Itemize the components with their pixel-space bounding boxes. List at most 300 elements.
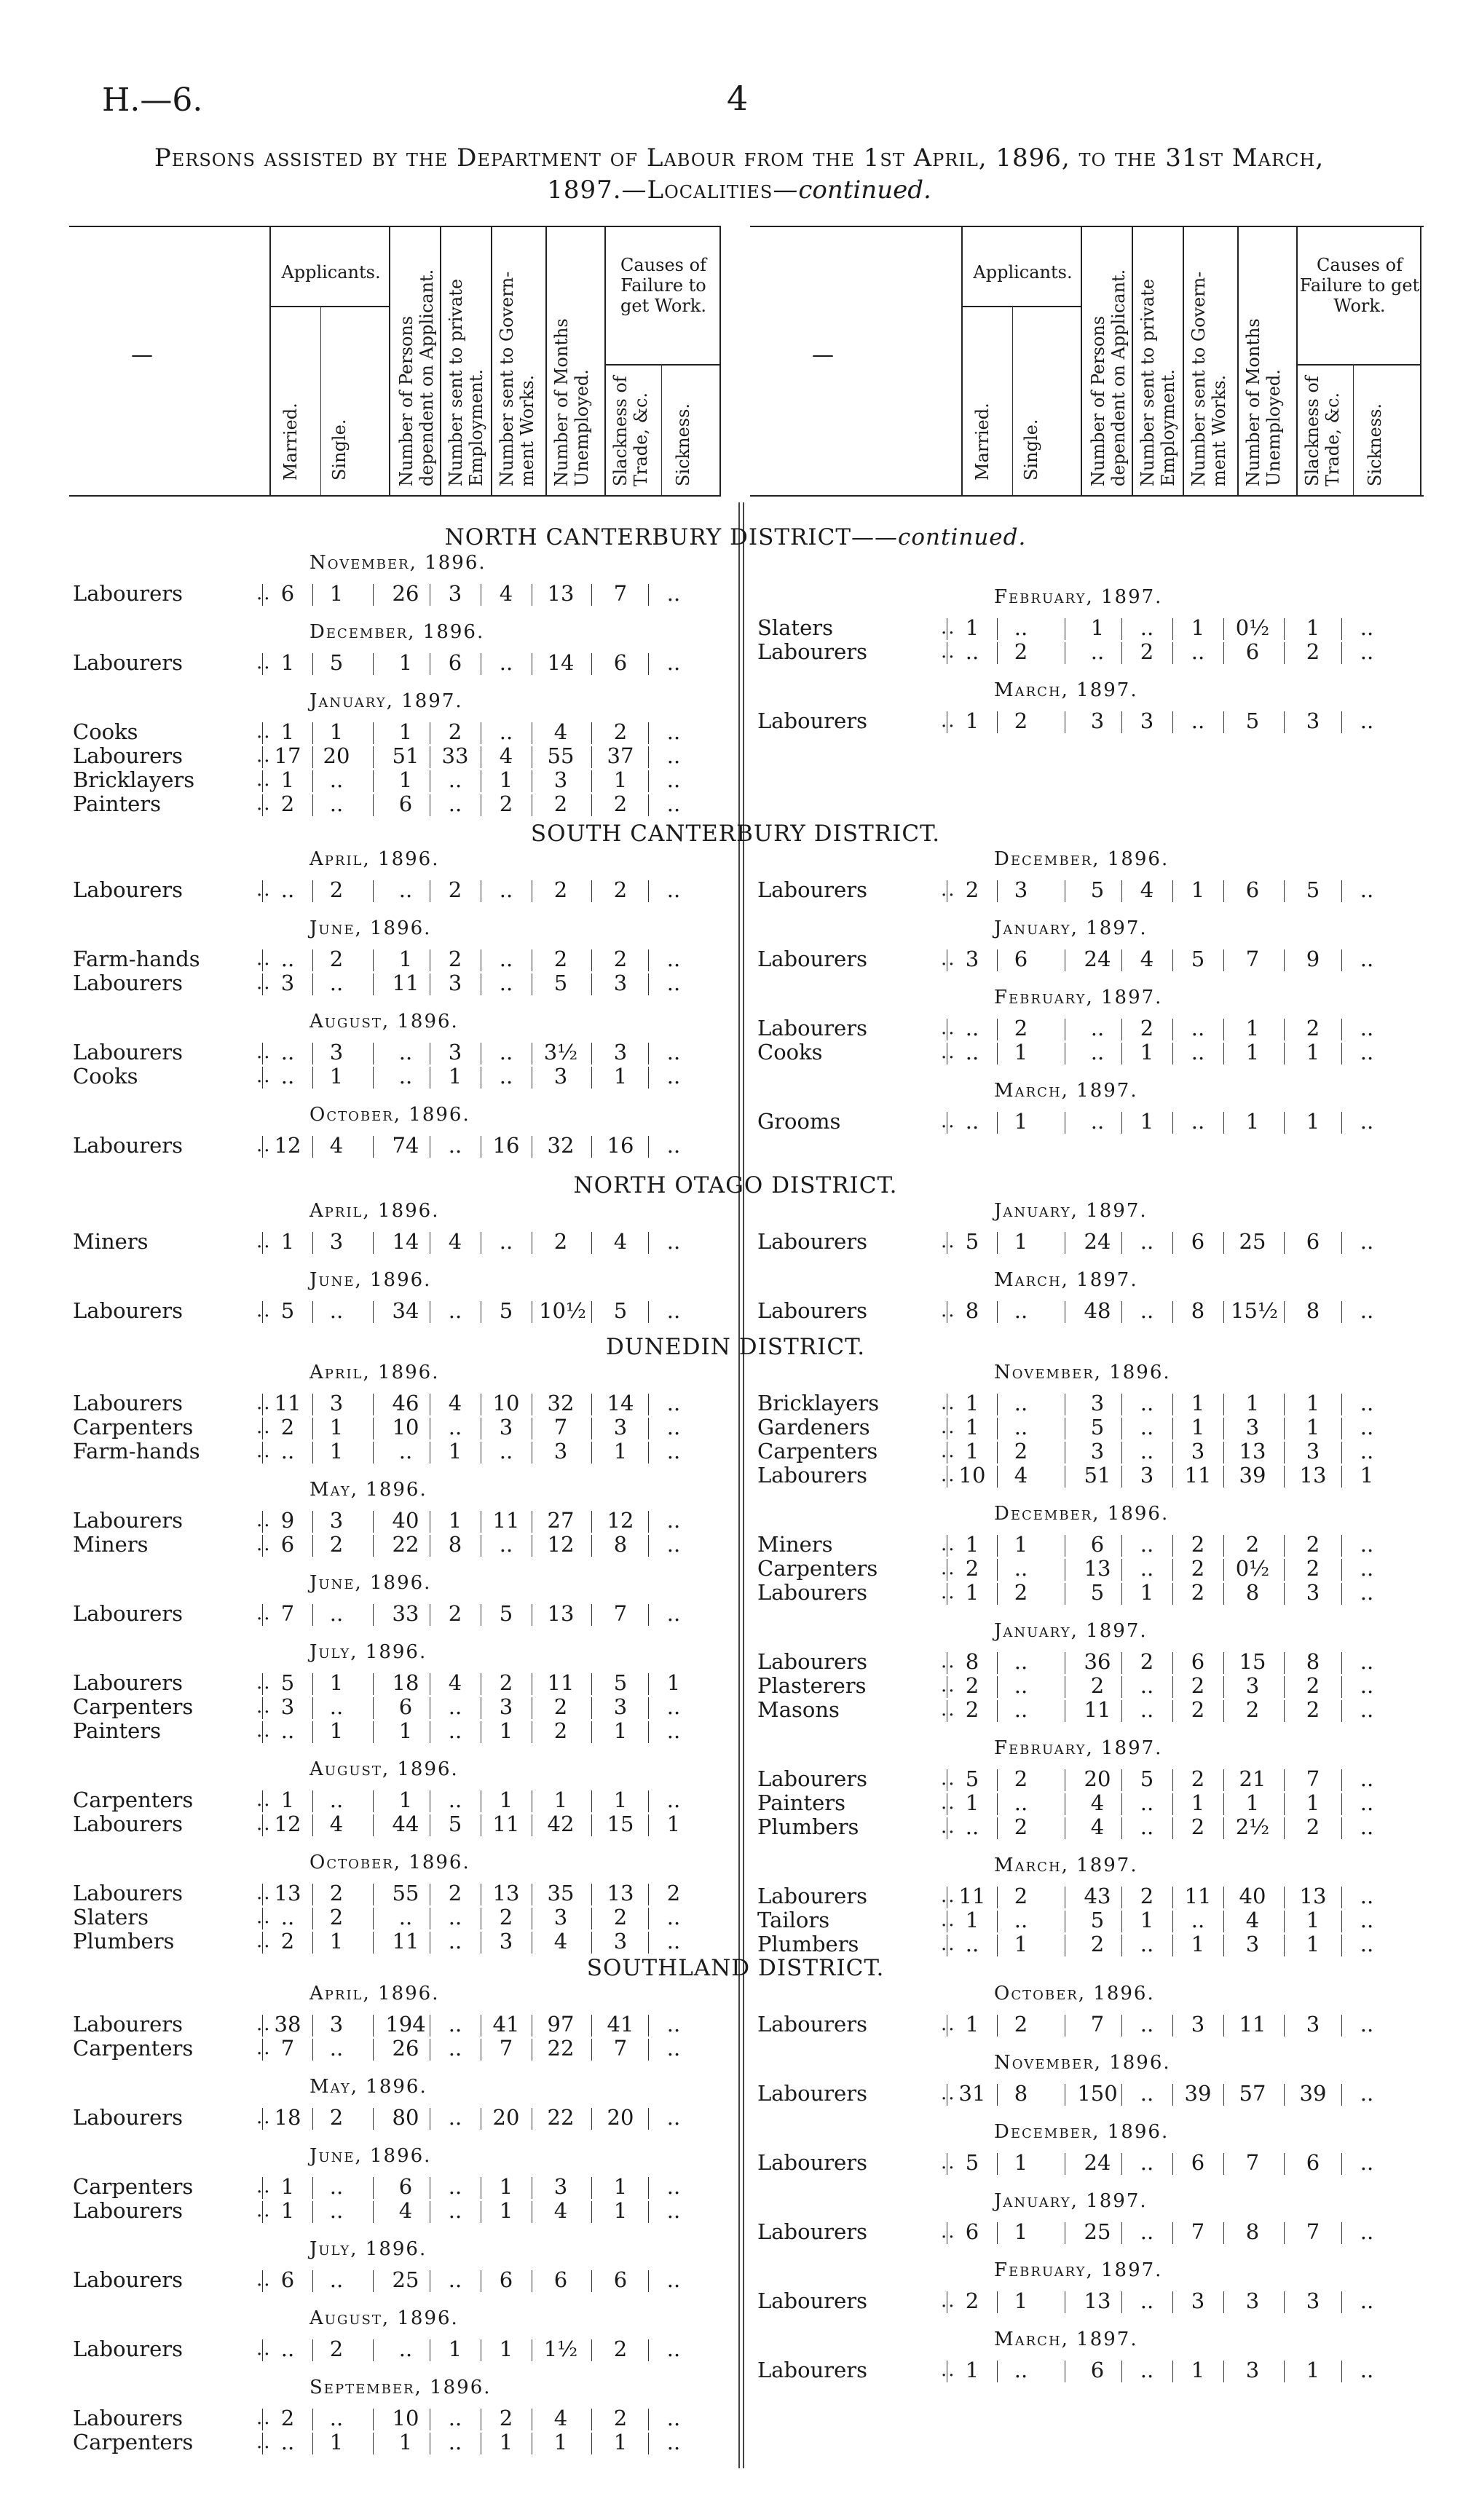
occupation-label: Labourers [757,2012,868,2037]
leader-dots: .. [941,1464,956,1486]
table-cell: 12 [274,1812,301,1836]
cell-rule [1172,2015,1173,2037]
table-cell: .. [398,1040,413,1065]
cell-rule [1341,1676,1342,1698]
cell-rule [373,2177,374,2199]
cell-rule [373,1884,374,1905]
table-cell: 2 [499,791,513,816]
table-cell: 1 [1191,1415,1205,1439]
table-cell: 4 [1245,1908,1260,1932]
table-cell: .. [448,1929,462,1954]
table-cell: 3 [329,1508,344,1533]
table-cell: 2 [1191,1766,1205,1791]
occupation-label: Carpenters [73,1415,194,1439]
cell-rule [648,770,649,792]
table-cell: .. [329,1694,344,1719]
cell-rule [312,746,313,768]
table-cell: 1 [1191,1932,1205,1956]
cell-rule [1172,2222,1173,2244]
leader-dots: .. [256,2013,272,2035]
leader-dots: .. [256,1882,272,1904]
table-cell: 24 [1084,1229,1111,1254]
table-cell: 7 [1191,2219,1205,2244]
table-cell: 1 [448,2337,462,2361]
cell-rule [997,1043,998,1065]
cell-rule [1172,618,1173,640]
table-cell: 22 [547,2036,575,2061]
table-cell: .. [1140,1932,1154,1956]
table-cell: 3 [448,971,462,995]
cell-rule [312,2201,313,2223]
table-cell: 1 [329,1064,344,1089]
cell-rule [591,1232,592,1254]
month-heading: December, 1896. [994,2121,1170,2143]
leader-dots: .. [256,793,272,815]
causes-split-rule [1353,364,1354,495]
table-cell: .. [1360,1673,1374,1698]
slackness-heading-line1: Slackness of [1302,376,1322,486]
cell-rule [1172,1466,1173,1488]
cell-rule [1121,2084,1122,2106]
table-cell: 6 [1245,877,1260,902]
occupation-label: Cooks [73,1064,138,1089]
cell-rule [262,1394,263,1415]
cell-rule [997,1676,998,1698]
cell-rule [1223,1535,1224,1557]
cell-rule [1284,618,1285,640]
table-cell: .. [666,877,681,902]
table-cell: 41 [607,2012,634,2037]
cell-rule [648,1932,649,1954]
occupation-label: Labourers [757,1580,868,1605]
table-cell: 1 [613,2174,628,2199]
cell-rule [262,973,263,995]
month-heading: January, 1897. [994,1200,1148,1222]
cell-rule [648,1442,649,1464]
cell-rule [1284,2222,1285,2244]
table-cell: 2 [613,719,628,744]
table-cell: 3 [1245,2288,1260,2313]
cell-rule [373,1136,374,1158]
cell-rule [1341,618,1342,640]
table-cell: .. [448,2406,462,2430]
table-cell: .. [448,2012,462,2037]
cell-rule [262,1673,263,1695]
table-cell: 5 [1306,877,1320,902]
table-cell: 20 [1084,1766,1111,1791]
table-cell: 3 [1090,1391,1105,1415]
leader-dots: .. [941,2290,956,2312]
occupation-label: Gardeners [757,1415,870,1439]
cell-rule [1341,711,1342,733]
table-cell: 97 [547,2012,575,2037]
cell-rule [312,1136,313,1158]
cell-rule [373,1697,374,1719]
cell-rule [262,1136,263,1158]
leader-dots: .. [941,710,956,732]
occupation-label: Labourers [73,1391,184,1415]
table-cell: .. [499,877,513,902]
cell-rule [312,1442,313,1464]
table-cell: 2 [965,1556,979,1581]
table-cell: 3 [280,1694,295,1719]
table-cell: .. [666,971,681,995]
cell-rule [312,1790,313,1812]
table-cell: .. [329,2267,344,2292]
cell-rule [648,1067,649,1089]
cell-rule [648,1790,649,1812]
table-cell: .. [329,2198,344,2223]
leader-dots: .. [256,1440,272,1462]
cell-rule [1223,1817,1224,1839]
cell-rule [1223,1676,1224,1698]
cell-rule [1284,1769,1285,1791]
cell-rule [1121,1559,1122,1581]
table-cell: 33 [392,1601,419,1626]
table-cell: .. [1360,1766,1374,1791]
table-cell: 1 [448,1508,462,1533]
table-cell: 2 [329,1532,344,1557]
table-cell: 40 [1239,1884,1266,1908]
cell-rule [591,1697,592,1719]
cell-rule [1341,1418,1342,1439]
table-cell: .. [666,2198,681,2223]
table-cell: .. [1191,1016,1205,1040]
table-cell: .. [1140,2288,1154,2313]
table-cell: .. [1140,2012,1154,2037]
table-cell: 6 [613,650,628,675]
table-cell: 18 [392,1670,419,1695]
table-cell: 4 [1140,947,1154,971]
table-cell: .. [1191,639,1205,664]
table-cell: 2 [280,791,295,816]
month-heading: June, 1896. [309,917,432,939]
table-cell: 18 [274,2105,301,2130]
leader-dots: .. [941,2359,956,2381]
cell-rule [1284,1232,1285,1254]
header-column-rule [440,226,441,495]
table-cell: 1 [1245,1790,1260,1815]
cell-rule [1121,1793,1122,1815]
table-cell: 11 [392,971,419,995]
table-cell: 5 [280,1670,295,1695]
district-name: SOUTHLAND DISTRICT. [586,1955,885,1981]
table-cell: 1 [965,2358,979,2382]
leader-dots: .. [256,879,272,901]
cell-rule [591,1884,592,1905]
table-cell: .. [280,2337,295,2361]
cell-rule [1223,1019,1224,1040]
table-cell: 1 [965,1532,979,1557]
table-cell: 6 [1090,2358,1105,2382]
cell-rule [1121,880,1122,902]
table-cell: .. [398,1905,413,1930]
table-cell: 12 [607,1508,634,1533]
cell-rule [1172,642,1173,664]
leader-dots: .. [941,2082,956,2104]
table-cell: 13 [607,1881,634,1905]
table-cell: 1 [613,767,628,792]
cell-rule [591,1442,592,1464]
leader-dots: .. [256,1134,272,1156]
table-cell: 32 [547,1391,575,1415]
occupation-label: Carpenters [73,2036,194,2061]
table-cell: 7 [280,1601,295,1626]
cell-rule [1121,1442,1122,1464]
cell-rule [648,1697,649,1719]
table-cell: 6 [280,1532,295,1557]
table-cell: 2 [1306,639,1320,664]
table-cell: 1 [1014,1229,1028,1254]
table-cell: .. [280,1064,295,1089]
occupation-label: Carpenters [73,2174,194,2199]
cell-rule [373,1721,374,1743]
table-cell: .. [280,1718,295,1743]
title-line-1: Persons assisted by the Department of Labour from the 1st April, 1896, to the 31st March, [154,143,1325,173]
cell-rule [373,973,374,995]
table-cell: 5 [1245,708,1260,733]
table-cell: .. [1140,1556,1154,1581]
table-cell: 1 [1306,1415,1320,1439]
occupation-label: Miners [73,1532,149,1557]
table-cell: 1 [1245,1109,1260,1134]
table-cell: 14 [547,650,575,675]
sickness-heading: Sickness. [673,403,693,486]
table-cell: .. [329,1601,344,1626]
cell-rule [1121,1769,1122,1791]
table-cell: 1 [329,1670,344,1695]
table-cell: 194 [385,2012,426,2037]
table-cell: 5 [1191,947,1205,971]
private-heading-line2: Employment. [1158,368,1178,486]
center-rule [738,502,740,2468]
table-cell: 8 [448,1532,462,1557]
cell-rule [262,746,263,768]
cell-rule [1341,1043,1342,1065]
cell-rule [648,2409,649,2430]
cell-rule [373,1301,374,1323]
dependents-heading-line1: Number of Persons [1088,315,1108,486]
header-column-rule [1183,226,1184,495]
table-cell: 3 [499,1929,513,1954]
months-heading-line2: Unemployed. [572,369,592,486]
cell-rule [1341,1935,1342,1956]
cell-rule [997,1559,998,1581]
occupation-label: Labourers [73,2267,184,2292]
cell-rule [1223,1700,1224,1722]
cell-rule [1223,1793,1224,1815]
table-cell: 1 [965,1790,979,1815]
leader-dots: .. [256,2176,272,2197]
table-cell: 3 [448,1040,462,1065]
table-cell: 16 [607,1133,634,1158]
month-heading: December, 1896. [994,848,1170,870]
table-cell: .. [1360,1649,1374,1674]
table-cell: 0½ [1235,615,1270,640]
table-cell: 34 [392,1298,419,1323]
table-cell: 1 [965,1580,979,1605]
cell-rule [373,1814,374,1836]
cell-rule [1121,1043,1122,1065]
table-cell: 3 [280,971,295,995]
cell-rule [648,584,649,606]
document-reference: H.—6. [102,82,203,119]
applicants-heading: Applicants. [281,262,381,283]
cell-rule [591,1301,592,1323]
table-cell: 2 [329,2337,344,2361]
cell-rule [262,1418,263,1439]
table-cell: 1 [613,1788,628,1812]
cell-rule [591,1604,592,1626]
cell-rule [1121,1652,1122,1674]
table-cell: .. [1360,1016,1374,1040]
table-cell: .. [499,1532,513,1557]
cell-rule [648,2015,649,2037]
table-cell: 4 [1090,1790,1105,1815]
causes-heading: Causes of Failure to get Work. [1299,255,1420,316]
cell-rule [648,2201,649,2223]
cell-rule [373,1043,374,1065]
table-cell: 13 [547,1601,575,1626]
occupation-label: Labourers [757,2219,868,2244]
cell-rule [373,1908,374,1930]
table-cell: .. [1360,1229,1374,1254]
cell-rule [1172,2084,1173,2106]
table-cell: 2 [1306,1673,1320,1698]
cell-rule [1121,1676,1122,1698]
cell-rule [648,2270,649,2292]
cell-rule [1223,618,1224,640]
table-cell: 25 [1084,2219,1111,2244]
table-cell: .. [666,1415,681,1439]
cell-rule [648,949,649,971]
occupation-label: Labourers [757,2358,868,2382]
table-cell: 12 [547,1532,575,1557]
table-cell: 4 [448,1670,462,1695]
table-cell: .. [666,719,681,744]
cell-rule [1284,1418,1285,1439]
cell-rule [1284,1700,1285,1722]
table-cell: 1 [1014,1532,1028,1557]
leader-dots: .. [256,1603,272,1624]
table-cell: .. [1090,1109,1105,1134]
table-cell: 1 [398,1788,413,1812]
table-cell: 1 [329,2430,344,2454]
table-cell: 7 [499,2036,513,2061]
month-heading: November, 1896. [994,1362,1171,1383]
cell-rule [1172,1583,1173,1605]
government-heading-line2: ment Works. [517,374,537,486]
cell-rule [1121,2015,1122,2037]
occupation-label: Labourers [757,1463,868,1488]
table-cell: 7 [1245,947,1260,971]
table-cell: 3 [1140,1463,1154,1488]
table-cell: .. [1014,1673,1028,1698]
occupation-label: Labourers [757,1884,868,1908]
table-cell: 3 [613,971,628,995]
occupation-label: Plumbers [757,1932,859,1956]
table-cell: 3 [1090,708,1105,733]
table-cell: 4 [553,1929,568,1954]
table-cell: 3 [613,1929,628,1954]
month-heading: January, 1897. [994,1620,1148,1642]
table-cell: 4 [398,2198,413,2223]
occupation-label: Plumbers [757,1814,859,1839]
table-cell: 10 [492,1391,520,1415]
table-cell: 2 [965,877,979,902]
single-heading: Single. [1021,419,1041,481]
table-cell: 2 [965,1697,979,1722]
table-cell: 2 [1014,1016,1028,1040]
cell-rule [1121,642,1122,664]
month-heading: January, 1897. [994,917,1148,939]
cell-rule [312,1814,313,1836]
table-cell: 1 [280,2198,295,2223]
table-cell: .. [499,650,513,675]
table-cell: 1 [1014,1932,1028,1956]
header-column-rule [1081,226,1082,495]
table-cell: 3 [553,1064,568,1089]
cell-rule [1341,1583,1342,1605]
leader-dots: .. [941,1231,956,1252]
table-cell: 21 [1239,1766,1266,1791]
table-cell: 2 [448,1881,462,1905]
table-cell: 2 [448,947,462,971]
table-cell: .. [499,1229,513,1254]
cell-rule [591,1814,592,1836]
table-cell: .. [666,2174,681,2199]
month-heading: May, 1896. [309,1479,427,1501]
table-cell: 1 [329,1929,344,1954]
table-cell: 13 [1299,1463,1327,1488]
cell-rule [1341,1112,1342,1134]
cell-rule [262,1511,263,1533]
table-cell: 1 [1360,1463,1374,1488]
month-heading: April, 1896. [309,1200,440,1222]
applicants-split-rule [1012,306,1013,495]
occupation-label: Cooks [757,1040,823,1065]
table-cell: .. [1360,877,1374,902]
applicants-subrule [269,306,389,307]
cell-rule [648,1043,649,1065]
table-cell: 2 [1140,1016,1154,1040]
table-cell: .. [1360,1391,1374,1415]
table-cell: 3½ [543,1040,578,1065]
cell-rule [262,584,263,606]
table-cell: 3 [1306,708,1320,733]
leader-dots: .. [941,2013,956,2035]
district-heading [218,1172,1253,1198]
cell-rule [1341,949,1342,971]
occupation-label: Labourers [757,1016,868,1040]
cell-rule [1223,1559,1224,1581]
table-cell: 40 [392,1508,419,1533]
table-cell: 3 [1014,877,1028,902]
table-cell: .. [448,2267,462,2292]
cell-rule [997,1442,998,1464]
district-name: DUNEDIN DISTRICT. [605,1334,866,1360]
month-heading: January, 1897. [309,690,463,712]
cell-rule [373,1673,374,1695]
cell-rule [1223,1769,1224,1791]
table-cell: 2 [499,1670,513,1695]
table-cell: 1 [398,1718,413,1743]
cell-rule [1341,1232,1342,1254]
table-cell: 51 [392,743,419,768]
table-cell: 15 [1239,1649,1266,1674]
month-heading: December, 1896. [309,621,485,643]
table-cell: 6 [398,2174,413,2199]
